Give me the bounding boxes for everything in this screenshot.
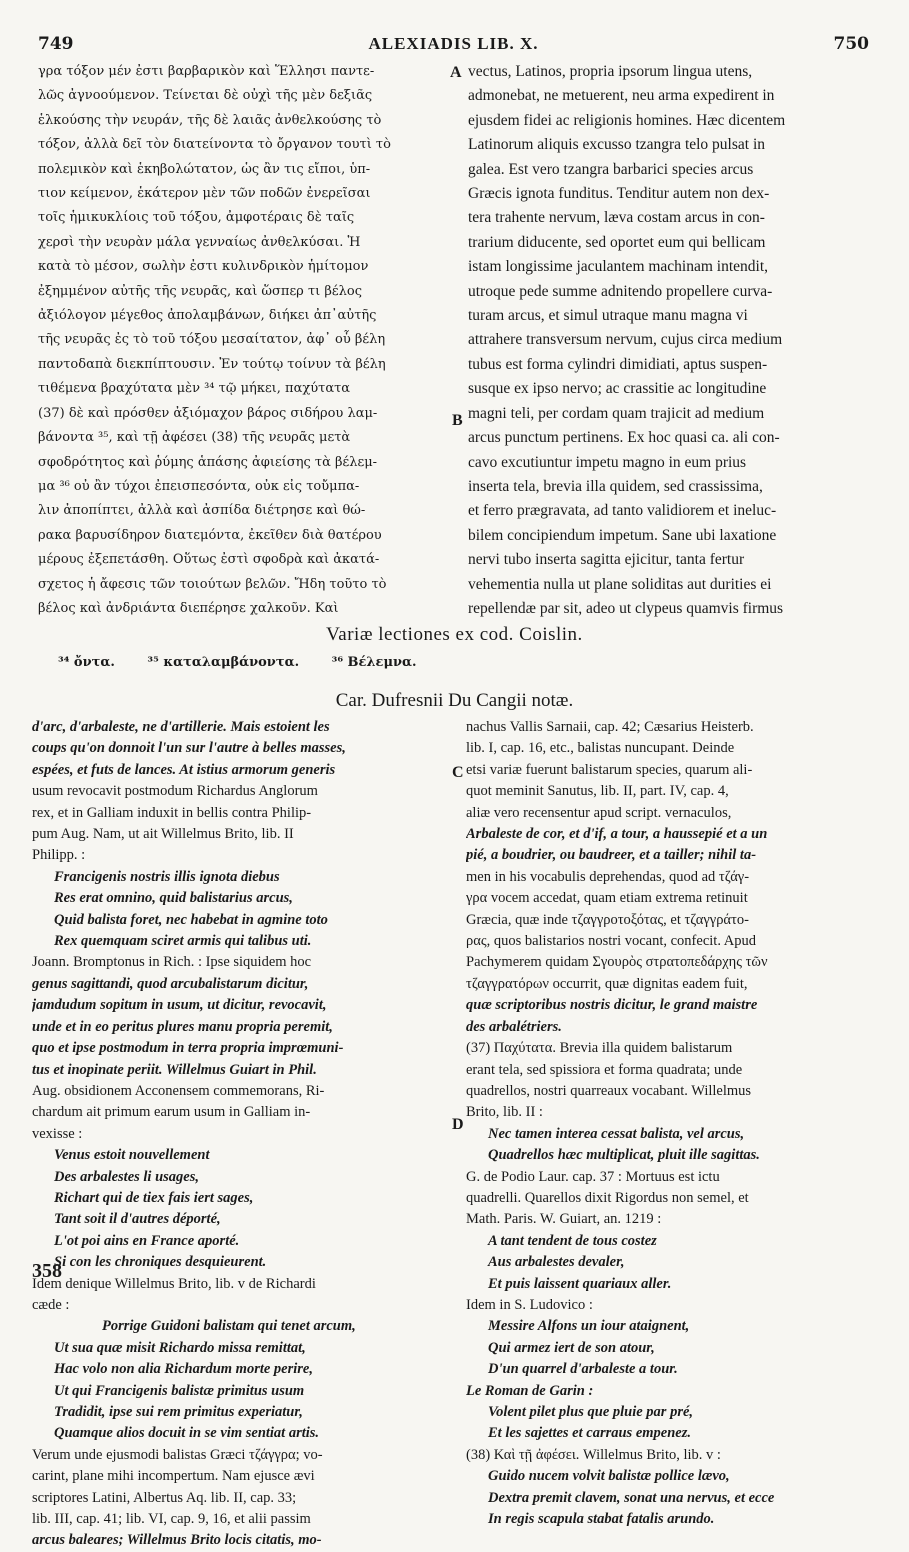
- text-line: Arbaleste de cor, et d'if, a tour, a haussepié et a un: [466, 826, 768, 843]
- text-line: Si con les chroniques desquieurent.: [54, 1254, 267, 1271]
- text-line: erant tela, sed spissiora et forma quadrata; unde: [466, 1061, 743, 1078]
- margin-letter-a: A: [450, 64, 462, 81]
- text-line: Et puis laissent quariaux aller.: [488, 1275, 672, 1292]
- text-line: σφοδρότητος καὶ ῥύμης ἁπάσης ἀφιείσης τὰ βέλεμ-: [38, 454, 378, 470]
- text-line: des arbalétriers.: [466, 1018, 562, 1035]
- text-line: cæde :: [32, 1296, 70, 1313]
- text-line: Nec tamen interea cessat balista, vel arcus,: [488, 1125, 745, 1142]
- text-line: tubus est forma cylindri dimidiati, aptus suspen-: [468, 355, 768, 373]
- text-line: scriptores Latini, Albertus Aq. lib. II, cap. 33;: [32, 1489, 297, 1506]
- text-line: τζαγγρατόρων occurrit, quæ dignitas eadem fuit,: [466, 975, 748, 992]
- text-line: d'arc, d'arbaleste, ne d'artillerie. Mais estoient les: [32, 719, 330, 735]
- text-line: attrahere transversum nervum, cujus circa medium: [468, 331, 783, 349]
- text-line: (37) δὲ καὶ πρόσθεν ἀξιόμαχον βάρος σιδήρου λαμ-: [38, 405, 378, 421]
- text-line: Tradidit, ipse sui rem primitus experiatur,: [54, 1404, 303, 1420]
- text-line: Volent pilet plus que pluie par pré,: [488, 1404, 694, 1420]
- text-line: Verum unde ejusmodi balistas Græci τζάγγρα; vo-: [32, 1446, 323, 1463]
- text-line: γρα vocem accedat, quam etiam extrema retinuit: [466, 890, 748, 907]
- text-line: chardum ait primum earum usum in Galliam in-: [32, 1104, 311, 1121]
- text-line: ἑλκούσης τὴν νευράν, τῆς δὲ λαιᾶς ἀνθελκούσης τὸ: [38, 112, 382, 128]
- text-line: quæ scriptoribus nostris dicitur, le grand maistre: [466, 997, 758, 1014]
- text-line: Idem in S. Ludovico :: [466, 1296, 593, 1313]
- text-line: bilem concipiendum impetum. Sane ubi laxatione: [468, 526, 777, 544]
- text-line: σχετος ἡ ἄφεσις τῶν τοιούτων βελῶν. Ἤδη τοῦτο τὸ: [38, 576, 387, 592]
- text-line: nachus Vallis Sarnaii, cap. 42; Cæsarius Heisterb.: [466, 719, 754, 735]
- text-line: Idem denique Willelmus Brito, lib. v de Richardi: [32, 1275, 316, 1292]
- variant-item: ³⁴ ὄντα.: [58, 655, 115, 670]
- text-line: μέρους ἐξεπετάσθη. Οὕτως ἐστὶ σφοδρὰ καὶ ἀκατά-: [38, 552, 380, 568]
- text-line: Ut sua quæ misit Richardo missa remittat,: [54, 1339, 306, 1356]
- text-line: ἀξιόλογον μέγεθος ἀπολαμβάνων, διήκει ἀπ᾽αὐτῆς: [38, 308, 377, 324]
- text-line: ρακα βαρυσίδηρον διατεμόντα, ἐκεῖθεν διὰ θατέρου: [38, 527, 382, 543]
- notes-right-column: [466, 717, 872, 1530]
- text-line: nervi tubo inserta sagitta ejicitur, tanta fertur: [468, 551, 745, 569]
- text-line: τόξον, ἀλλὰ δεῖ τὸν διατείνοντα τὸ ὄργανον τουτὶ τὸ: [38, 137, 391, 153]
- text-line: arcus punctum pertinens. Ex hoc quasi ca. ali con-: [468, 429, 780, 447]
- greek-text-column: [38, 60, 448, 621]
- text-line: τῆς νευρᾶς ἐς τὸ τοῦ τόξου μεσαίτατον, ἀφ᾽ οὗ βέλη: [38, 332, 386, 348]
- text-line: repellendæ par sit, adeo ut clypeus quamvis firmus: [468, 599, 784, 617]
- text-line: Ut qui Francigenis balistæ primitus usum: [54, 1382, 305, 1399]
- variant-item: ³⁵ καταλαμβάνοντα.: [147, 655, 300, 670]
- text-line: D'un quarrel d'arbaleste a tour.: [488, 1361, 678, 1378]
- text-line: Le Roman de Garin :: [466, 1382, 594, 1399]
- text-line: κατὰ τὸ μέσον, σωλὴν ἐστι κυλινδρικὸν ἡμίτομον: [38, 259, 369, 275]
- latin-translation-column: [468, 60, 872, 621]
- text-line: quadrelli. Quarellos dixit Rigordus non semel, et: [466, 1189, 749, 1206]
- text-line: arcus baleares; Willelmus Brito locis citatis, mo-: [32, 1532, 322, 1549]
- text-line: trarium diducente, sed oportet eum qui bellicam: [468, 233, 766, 251]
- text-line: (38) Καὶ τῇ ἀφέσει. Willelmus Brito, lib. v :: [466, 1446, 721, 1463]
- text-line: vexisse :: [32, 1125, 83, 1142]
- text-line: Messire Alfons un iour ataignent,: [488, 1318, 690, 1335]
- running-title: ALEXIADIS LIB. X.: [368, 34, 539, 53]
- text-line: Guido nucem volvit balistæ pollice lævo,: [488, 1468, 730, 1485]
- text-line: A tant tendent de tous costez: [488, 1232, 657, 1249]
- text-line: rex, et in Galliam induxit in bellis contra Philip-: [32, 804, 312, 821]
- margin-letter-c: C: [452, 764, 464, 781]
- text-line: λῶς ἀγνοούμενον. Τείνεται δὲ οὐχὶ τῆς μὲν δεξιᾶς: [38, 88, 373, 104]
- text-line: (37) Παχύτατα. Brevia illa quidem balistarum: [466, 1040, 733, 1057]
- text-line: unde et in eo peritus plures manu propria peremit,: [32, 1018, 333, 1035]
- page-header: [38, 34, 869, 58]
- text-line: cavo excutiuntur impetu magno in eum prius: [468, 453, 747, 471]
- page-mark: 358: [32, 1260, 62, 1282]
- text-line: men in his vocabulis deprehendas, quod ad τζάγ-: [466, 868, 750, 885]
- text-line: Philipp. :: [32, 847, 86, 864]
- text-line: Dextra premit clavem, sonat una nervus, et ecce: [488, 1489, 775, 1506]
- text-line: Rex quemquam sciret armis qui talibus uti.: [54, 933, 312, 950]
- text-line: usum revocavit postmodum Richardus Anglorum: [32, 783, 318, 800]
- text-line: Porrige Guidoni balistam qui tenet arcum,: [102, 1318, 356, 1335]
- text-line: Latinorum aliquis excusso tzangra telo pulsat in: [468, 136, 766, 154]
- text-line: G. de Podio Laur. cap. 37 : Mortuus est ictu: [466, 1168, 720, 1185]
- text-line: βάνοντα ³⁵, καὶ τῇ ἀφέσει (38) τῆς νευρᾶς μετὰ: [38, 430, 351, 446]
- text-line: Græcis ignota funditus. Tenditur autem non dex-: [468, 185, 770, 203]
- text-line: Joann. Bromptonus in Rich. : Ipse siquidem hoc: [32, 954, 312, 971]
- notes-left-column: [32, 717, 442, 1552]
- text-line: carint, plane mihi incompertum. Nam ejusce ævi: [32, 1468, 315, 1485]
- text-line: Qui armez iert de son atour,: [488, 1339, 655, 1356]
- text-line: τιον κείμενον, ἑκάτερον μὲν τῶν ποδῶν ἐνερεῖσαι: [38, 186, 371, 202]
- text-line: Des arbalestes li usages,: [54, 1168, 199, 1185]
- text-line: aliæ vero recensentur apud script. vernaculos,: [466, 804, 732, 821]
- text-line: τιθέμενα βραχύτατα μὲν ³⁴ τῷ μήκει, παχύτατα: [38, 381, 351, 397]
- text-line: ejusdem fidei ac religionis homines. Hæc dicentem: [468, 111, 786, 129]
- text-line: quo et ipse postmodum in terra propria imprœmuni-: [32, 1040, 344, 1057]
- right-page-number: 750: [833, 34, 869, 54]
- text-line: admonebat, ne metuerent, neu arma expedirent in: [468, 87, 775, 105]
- text-line: vehementia nulla ut plane soliditas aut durities ei: [468, 575, 772, 593]
- text-line: Math. Paris. W. Guiart, an. 1219 :: [466, 1211, 662, 1228]
- text-line: pié, a boudrier, ou baudreer, et a tailler; nihil ta-: [466, 847, 757, 864]
- text-line: Richart qui de tiex fais iert sages,: [54, 1189, 254, 1206]
- text-line: Res erat omnino, quid balistarius arcus,: [54, 890, 293, 907]
- text-line: παντοδαπὰ διεκπίπτουσιν. Ἐν τούτῳ τοίνυν τὰ βέλη: [38, 356, 386, 372]
- text-line: espées, et futs de lances. At istius armorum generis: [32, 761, 336, 778]
- text-line: turam arcus, et simul utraque manu magna vi: [468, 307, 748, 325]
- text-line: tera trahente nervum, læva costam arcus in con-: [468, 209, 765, 227]
- text-line: tus et inopinate periit. Willelmus Guiart in Phil.: [32, 1061, 317, 1078]
- text-line: Francigenis nostris illis ignota diebus: [54, 868, 280, 885]
- text-line: vectus, Latinos, propria ipsorum lingua utens,: [468, 63, 753, 80]
- text-line: utroque pede summe adnitendo propellere curva-: [468, 282, 773, 300]
- margin-letter-d: D: [452, 1116, 464, 1133]
- text-line: genus sagittandi, quod arcubalistarum dicitur,: [32, 975, 309, 992]
- text-line: In regis scapula stabat fatalis arundo.: [488, 1511, 715, 1528]
- text-line: lib. III, cap. 41; lib. VI, cap. 9, 16, et alii passim: [32, 1511, 311, 1528]
- text-line: jamdudum sopitum in usum, ut dicitur, revocavit,: [32, 997, 327, 1014]
- text-line: Quadrellos hæc multiplicat, pluit ille sagittas.: [488, 1147, 760, 1164]
- text-line: susque ex ipso nervo; ac crassitie ac longitudine: [468, 380, 767, 398]
- text-line: βέλος καὶ ἀνδριάντα διεπέρησε χαλκοῦν. Καὶ: [38, 600, 339, 616]
- variant-item: ³⁶ Βέλεμνα.: [331, 655, 417, 670]
- text-line: μα ³⁶ οὐ ἂν τύχοι ἐπεισπεσόντα, οὐκ εἰς τοὔμπα-: [38, 478, 360, 494]
- text-line: Tant soit il d'autres déporté,: [54, 1211, 221, 1228]
- text-line: Aug. obsidionem Acconensem commemorans, Ri-: [32, 1082, 325, 1099]
- text-line: πολεμικὸν καὶ ἑκηβολώτατον, ὡς ἂν τις εἴποι, ὑπ-: [38, 161, 371, 177]
- text-line: quot meminit Sanutus, lib. II, part. IV, cap. 4,: [466, 783, 729, 800]
- text-line: γρα τόξον μέν ἐστι βαρβαρικὸν καὶ Ἕλλησι παντε-: [38, 64, 375, 79]
- text-line: Pachymerem quidam Σγουρὸς στρατοπεδάρχης τῶν: [466, 954, 768, 971]
- text-line: lib. I, cap. 16, etc., balistas nuncupant. Deinde: [466, 740, 735, 757]
- text-line: ἐξημμένον αὐτῆς τῆς νευρᾶς, καὶ ὥσπερ τι βέλος: [38, 283, 362, 299]
- text-line: Quid balista foret, nec habebat in agmine toto: [54, 911, 328, 928]
- text-line: etsi variæ fuerunt balistarum species, quarum ali-: [466, 761, 753, 778]
- variae-list: [58, 655, 445, 670]
- notes-heading: Car. Dufresnii Du Cangii notæ.: [335, 690, 574, 711]
- text-line: L'ot poi ains en France aporté.: [54, 1232, 240, 1249]
- text-line: Græcia, quæ inde τζαγγροτοξότας, et τζαγγράτο-: [466, 911, 749, 928]
- text-line: Brito, lib. II :: [466, 1104, 543, 1121]
- text-line: Aus arbalestes devaler,: [488, 1254, 625, 1271]
- variae-heading: Variæ lectiones ex cod. Coislin.: [326, 624, 583, 645]
- text-line: quadrellos, nostri quarreaux vocabant. Willelmus: [466, 1082, 752, 1099]
- text-line: Hac volo non alia Richardum morte perire,: [54, 1361, 313, 1378]
- text-line: et ferro prægravata, ad tanto validiorem et ineluc-: [468, 502, 777, 520]
- text-line: magni teli, per cordam quam trajicit ad medium: [468, 404, 765, 422]
- text-line: τοῖς ἡμικυκλίοις τοῦ τόξου, ἀμφοτέραις δὲ ταῖς: [38, 210, 355, 226]
- text-line: λιν ἀποπίπτει, ἀλλὰ καὶ ἀσπίδα διέτρησε καὶ θώ-: [38, 503, 366, 519]
- text-line: ρας, quos balistarios nostri vocant, confecit. Apud: [466, 933, 756, 950]
- text-line: coups qu'on donnoit l'un sur l'autre à belles masses,: [32, 740, 346, 757]
- text-line: Et les sajettes et carraus empenez.: [488, 1425, 691, 1442]
- left-page-number: 749: [38, 34, 74, 54]
- text-line: istam longissime jaculantem machinam intendit,: [468, 258, 769, 276]
- text-line: galea. Est vero tzangra barbarici species arcus: [468, 160, 754, 178]
- margin-letter-b: B: [452, 412, 463, 429]
- text-line: inserta tela, brevia illa quidem, sed crassissima,: [468, 477, 763, 495]
- text-line: χερσὶ τὴν νευρὰν μάλα γενναίως ἀνθελκύσαι. Ἡ: [38, 234, 361, 250]
- text-line: Venus estoit nouvellement: [54, 1147, 210, 1164]
- text-line: Quamque alios docuit in se vim sentiat artis.: [54, 1425, 320, 1442]
- text-line: pum Aug. Nam, ut ait Willelmus Brito, lib. II: [32, 826, 294, 843]
